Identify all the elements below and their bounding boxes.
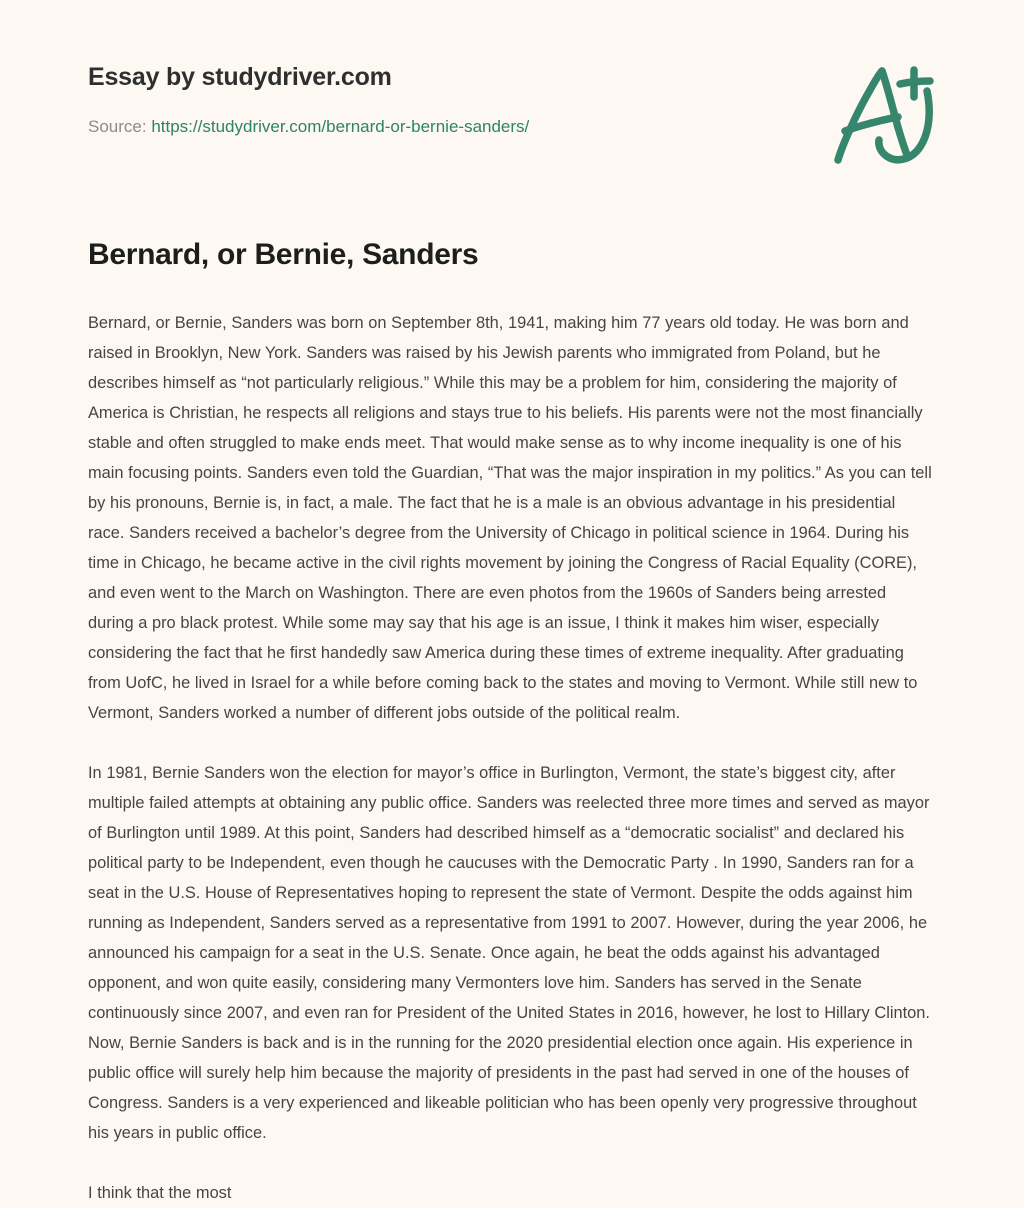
a-plus-logo-icon (826, 62, 946, 167)
source-label: Source: (88, 117, 147, 136)
article-body (88, 308, 936, 1208)
source-url-link[interactable]: https://studydriver.com/bernard-or-bernie-sanders/ (151, 117, 530, 136)
source-line (88, 116, 936, 138)
article-paragraph: Bernard, or Bernie, Sanders was born on September 8th, 1941, making him 77 years old today. He was born and raised in Brooklyn, New York. Sanders was raised by his Jewish parents who immigrated from Poland, but he describes himself as “not particularly religious.” While this may be a problem for him, considering the majority of America is Christian, he respects all religions and stays true to his beliefs. His parents were not the most financially stable and often struggled to make ends meet. That would make sense as to why income inequality is one of his main focusing points. Sanders even told the Guardian, “That was the major inspiration in my politics.” As you can tell by his pronouns, Bernie is, in fact, a male. The fact that he is a male is an obvious advantage in his presidential race. Sanders received a bachelor’s degree from the University of Chicago in political science in 1964. During his time in Chicago, he became active in the civil rights movement by joining the Congress of Racial Equality (CORE), and even went to the March on Washington. There are even photos from the 1960s of Sanders being arrested during a pro black protest. While some may say that his age is an issue, I think it makes him wiser, especially considering the fact that he first handedly saw America during these times of extreme inequality. After graduating from UofC, he lived in Israel for a while before coming back to the states and moving to Vermont. While still new to Vermont, Sanders worked a number of different jobs outside of the political realm. (88, 313, 932, 722)
article-paragraph: In 1981, Bernie Sanders won the election for mayor’s office in Burlington, Vermont, the state’s biggest city, after multiple failed attempts at obtaining any public office. Sanders was reelected three more times and served as mayor of Burlington until 1989. At this point, Sanders had described himself as a “democratic socialist” and declared his political party to be Independent, even though he caucuses with the Democratic Party . In 1990, Sanders ran for a seat in the U.S. House of Representatives hoping to represent the state of Vermont. Despite the odds against him running as Independent, Sanders served as a representative from 1991 to 2007. However, during the year 2006, he announced his campaign for a seat in the U.S. Senate. Once again, he beat the odds against his advantaged opponent, and won quite easily, considering many Vermonters love him. Sanders has served in the Senate continuously since 2007, and even ran for President of the United States in 2016, however, he lost to Hillary Clinton. Now, Bernie Sanders is back and is in the running for the 2020 presidential election once again. His experience in public office will surely help him because the majority of presidents in the past had served in one of the houses of Congress. Sanders is a very experienced and likeable politician who has been openly very progressive throughout his years in public office. (88, 763, 930, 1142)
article-paragraph: I think that the most (88, 1183, 232, 1202)
article (88, 236, 936, 1208)
brand-title: Essay by studydriver.com (88, 63, 392, 91)
page-title: Bernard, or Bernie, Sanders (88, 238, 479, 271)
